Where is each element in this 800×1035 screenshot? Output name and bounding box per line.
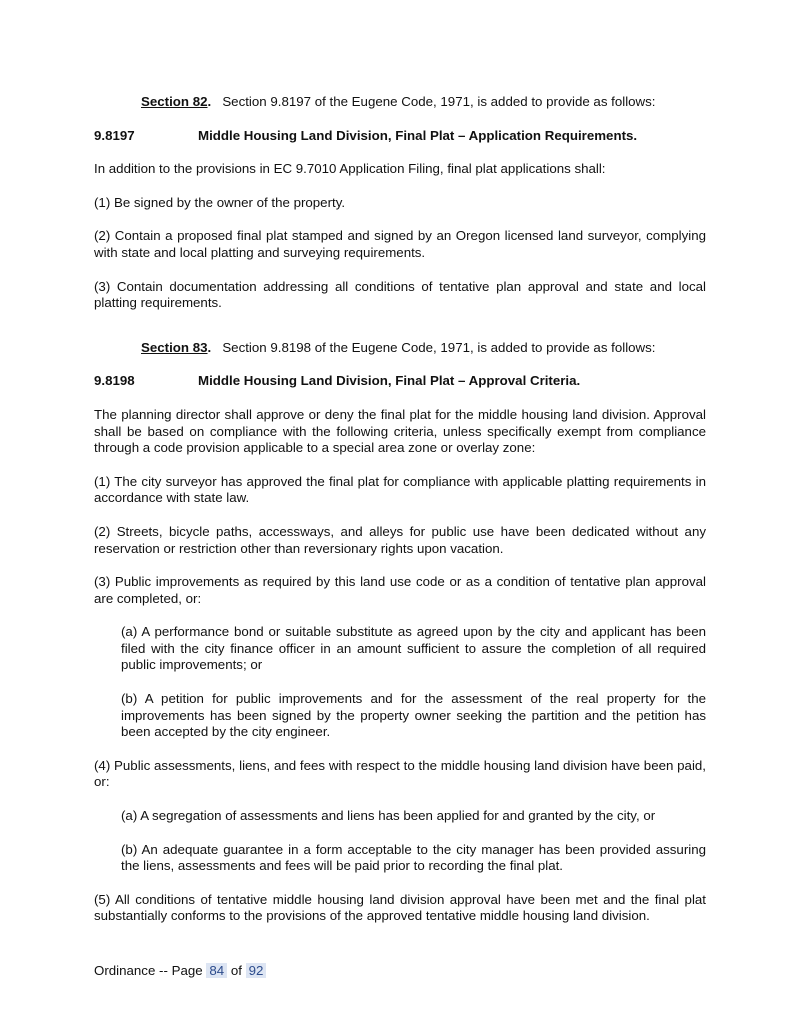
paragraph-subitem: (b) A petition for public improvements and for the assessment of the real property for the improvements has been signed by the property owner seeking the partition and the petition has been accepted by the city engineer.: [121, 691, 706, 740]
paragraph-item: (2) Contain a proposed final plat stamped and signed by an Oregon licensed land surveyor, complying with state and local platting and surveying requirements.: [94, 228, 706, 260]
paragraph-subitem: (a) A segregation of assessments and liens has been applied for and granted by the city, or: [121, 808, 656, 824]
paragraph-item: (1) Be signed by the owner of the property.: [94, 194, 346, 210]
page-number-field: 84: [206, 963, 227, 978]
code-number: 9.8197: [94, 127, 135, 143]
section-83-text: Section 9.8198 of the Eugene Code, 1971, is added to provide as follows:: [222, 339, 656, 355]
code-heading-9-8197: [94, 128, 706, 145]
code-number: 9.8198: [94, 373, 135, 389]
paragraph-subitem: (a) A performance bond or suitable substitute as agreed upon by the city and applicant has been filed with the city finance officer in an amount sufficient to assure the completion of all required public improvements; or: [121, 624, 706, 673]
document-page: [94, 94, 706, 942]
paragraph-intro: In addition to the provisions in EC 9.7010 Application Filing, final plat applications shall:: [94, 161, 606, 177]
paragraph-subitem: (b) An adequate guarantee in a form acceptable to the city manager has been provided assuring the liens, assessments and fees will be paid prior to recording the final plat.: [121, 841, 706, 874]
footer-prefix: Ordinance -- Page: [94, 963, 207, 978]
page-footer: [94, 963, 266, 980]
code-title: Middle Housing Land Division, Final Plat – Approval Criteria.: [198, 373, 581, 389]
section-82-text: Section 9.8197 of the Eugene Code, 1971, is added to provide as follows:: [222, 94, 656, 109]
paragraph-item: (3) Contain documentation addressing all conditions of tentative plan approval and state and local platting requirements.: [94, 278, 706, 311]
paragraph-item: (2) Streets, bicycle paths, accessways, and alleys for public use have been dedicated without any reservation or restriction other than reversionary rights upon vacation.: [94, 523, 706, 556]
section-82-dot: .: [207, 94, 212, 109]
footer-of: of: [227, 963, 246, 978]
section-83-label: Section 83: [141, 339, 208, 355]
section-82-intro: [94, 94, 706, 111]
section-83-intro: [94, 340, 706, 357]
section-83-dot: .: [207, 339, 212, 355]
page-total-field: 92: [246, 963, 267, 978]
paragraph-item: (4) Public assessments, liens, and fees with respect to the middle housing land division have been paid, or:: [94, 757, 706, 790]
section-82-label: Section 82: [141, 94, 208, 109]
paragraph-item: (3) Public improvements as required by this land use code or as a condition of tentative plan approval are completed, or:: [94, 574, 706, 606]
paragraph-intro: The planning director shall approve or deny the final plat for the middle housing land division. Approval shall be based on compliance with the following criteria, unless specifically exempt from compliance through a code provision applicable to a special area zone or overlay zone:: [94, 406, 706, 456]
code-title: Middle Housing Land Division, Final Plat – Application Requirements.: [198, 127, 638, 143]
paragraph-item: (5) All conditions of tentative middle housing land division approval have been met and the final plat substantially conforms to the provisions of the approved tentative middle housing land division.: [94, 891, 706, 924]
section-spacer: [94, 329, 706, 340]
code-heading-9-8198: [94, 373, 706, 390]
paragraph-item: (1) The city surveyor has approved the final plat for compliance with applicable platting requirements in accordance with state law.: [94, 473, 706, 506]
